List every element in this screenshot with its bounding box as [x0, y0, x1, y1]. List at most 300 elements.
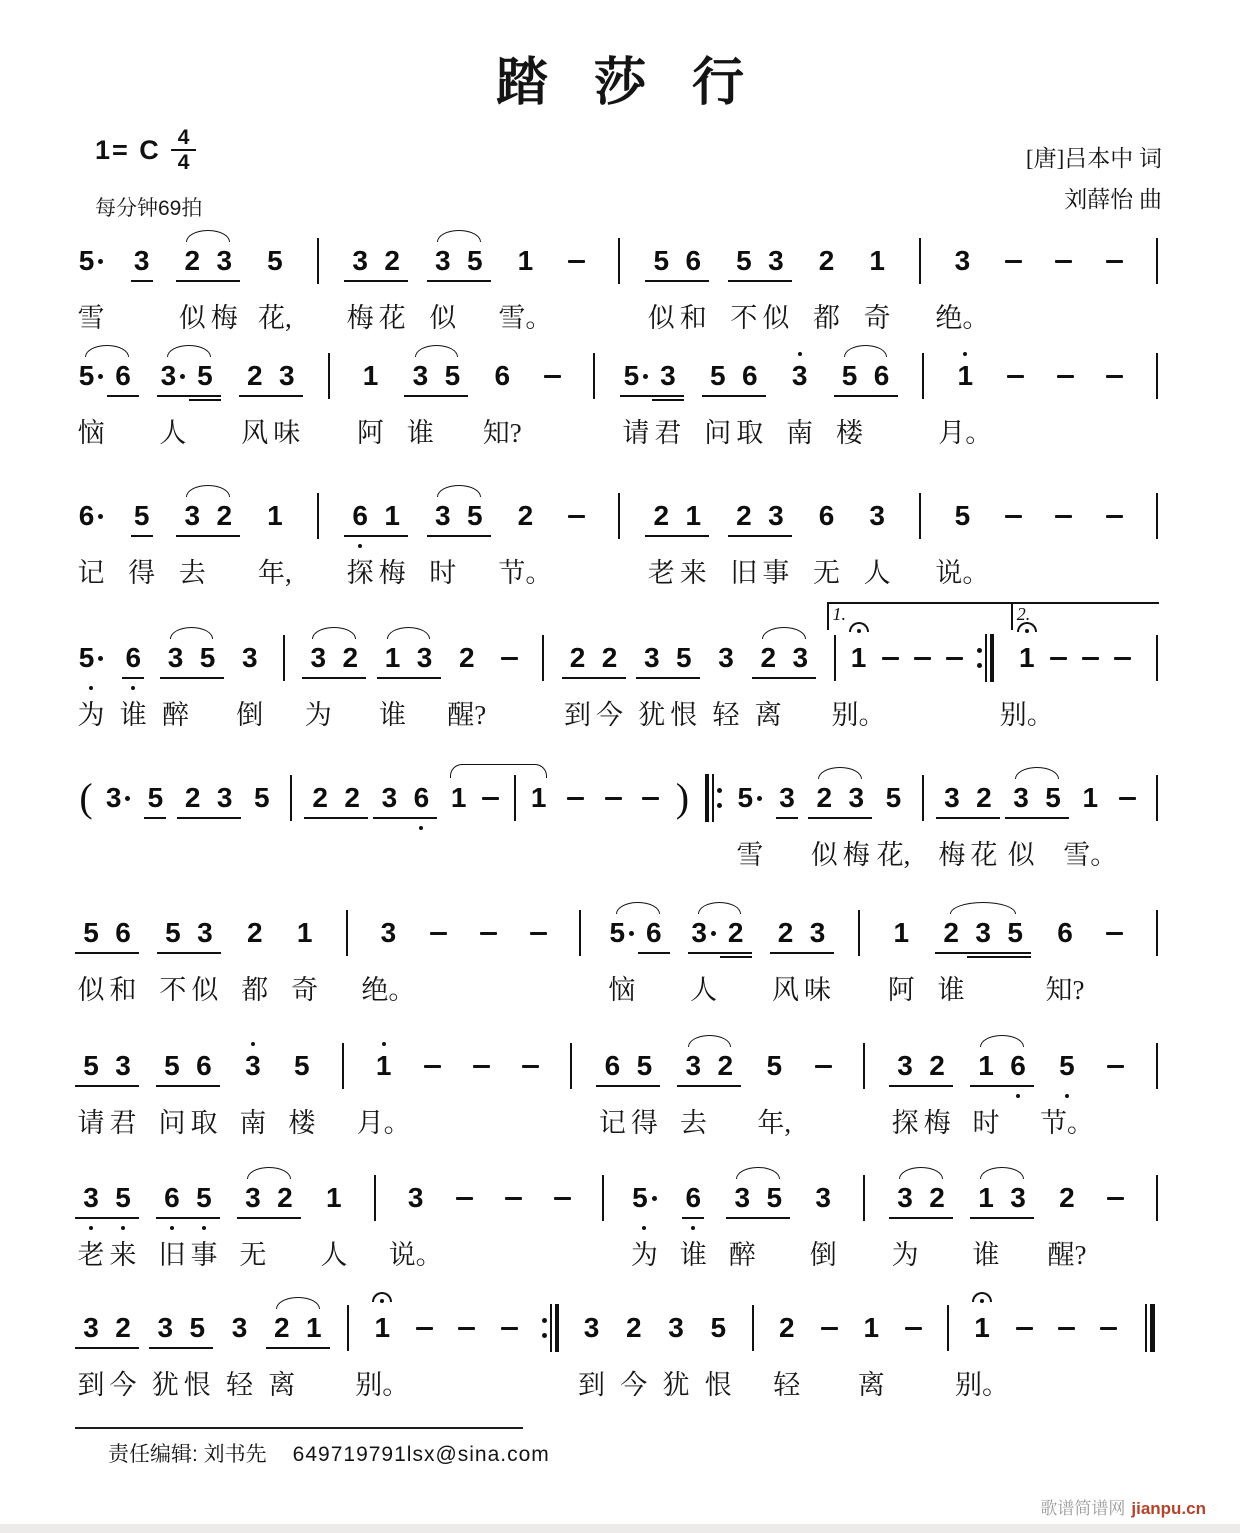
note-group [970, 1166, 1034, 1271]
note-digit: 3 [310, 642, 327, 673]
dash-duration-line [1093, 1296, 1125, 1401]
note [269, 1166, 301, 1271]
lyric: 知? [1045, 974, 1085, 1005]
note-digit: 5 [1045, 782, 1061, 813]
dash-duration-line [997, 229, 1029, 334]
note-digit: 3 [184, 500, 201, 531]
note [361, 901, 416, 1006]
duration-underline [409, 677, 441, 679]
note [606, 901, 638, 1006]
note-digit: 3 [160, 360, 177, 391]
note-digit: 2 [976, 782, 992, 813]
note-group [451, 1296, 483, 1401]
fermata-dot [380, 1299, 384, 1303]
dash-duration-line [536, 344, 568, 449]
duration-underline [302, 677, 334, 679]
octave-dot-low [642, 1226, 646, 1230]
octave-dot-high [382, 1042, 386, 1046]
note-digit: 1 [974, 1312, 990, 1343]
note [344, 229, 376, 334]
octave-dot-high [798, 352, 802, 356]
note [181, 1296, 213, 1401]
note-group [102, 766, 134, 871]
note [921, 1034, 953, 1139]
lyric: 南 [239, 1107, 267, 1138]
duration-underline [176, 535, 208, 537]
note [447, 626, 487, 731]
barline [745, 1296, 761, 1401]
note-group [126, 229, 158, 334]
note-group [1111, 766, 1143, 871]
dash-duration-line [560, 229, 592, 334]
note [594, 626, 626, 731]
note-group [811, 229, 843, 334]
lyric: 似 [191, 974, 219, 1005]
barline [912, 484, 928, 589]
lyric: 雪。 [1063, 839, 1118, 870]
barline [335, 1034, 351, 1139]
note [224, 1296, 256, 1401]
note-group [702, 1296, 734, 1401]
lyric: 和 [109, 974, 137, 1005]
note-group [636, 626, 700, 731]
duration-underline [968, 817, 1000, 819]
note-group [889, 1166, 953, 1271]
duration-underline [160, 677, 192, 679]
note [427, 229, 459, 334]
note-group [373, 766, 437, 871]
note-digit: 1 [296, 917, 313, 948]
note-group [1039, 1034, 1094, 1139]
note [266, 1296, 298, 1401]
octave-dot-low [89, 1226, 93, 1230]
barline [321, 344, 337, 449]
note [344, 484, 376, 589]
note-group [160, 626, 224, 731]
duration-underline [107, 395, 139, 397]
note-group [936, 766, 1000, 871]
note-group [1049, 344, 1081, 449]
duration-underline [967, 952, 999, 954]
duration-underline [75, 1347, 107, 1349]
note-group [563, 1034, 579, 1139]
lyric: 去 [679, 1107, 707, 1138]
note-digit: 2 [625, 1312, 642, 1343]
note-digit: 1 [384, 500, 400, 531]
note [404, 344, 436, 449]
note-group [75, 1296, 139, 1401]
lyric: 楼 [288, 1107, 316, 1138]
lyric: 梅 [378, 557, 406, 588]
watermark-site-url: jianpu.cn [1131, 1499, 1206, 1518]
note [75, 1034, 107, 1139]
duration-underline [1002, 1085, 1034, 1087]
note [677, 1166, 709, 1271]
note-digit: 5 [1007, 917, 1023, 948]
note [720, 901, 752, 1006]
lyric: 旧 [158, 1239, 186, 1270]
note-group [1149, 344, 1165, 449]
octave-dot-low [419, 826, 423, 830]
note [726, 1166, 758, 1271]
note-group [1149, 1166, 1165, 1271]
note-group [126, 484, 158, 589]
note [758, 1166, 790, 1271]
lyric: 倒 [236, 699, 264, 730]
note-group [266, 1296, 330, 1401]
note-group [157, 901, 221, 1006]
note-group [246, 766, 278, 871]
key-label: 1= C [95, 134, 161, 165]
lyric: 事 [190, 1239, 218, 1270]
duration-underline [682, 1217, 704, 1219]
note-group [377, 626, 441, 731]
note-group [807, 1166, 839, 1271]
note-digit: 2 [312, 782, 328, 813]
dash-duration-line [515, 1034, 547, 1139]
note-digit: 5 [709, 360, 726, 391]
lyric: 雪 [77, 302, 105, 333]
note [562, 626, 594, 731]
note-digit: 2 [384, 245, 400, 276]
dash-duration-line [475, 766, 507, 871]
note-digit: 2 [517, 500, 534, 531]
dash-duration-line [409, 1296, 441, 1401]
note-digit: 3 [897, 1050, 913, 1081]
note-group [75, 901, 139, 1006]
lyric: 谁 [406, 417, 434, 448]
tempo-marking: 每分钟69拍 [95, 197, 203, 220]
note [156, 1034, 188, 1139]
lyric: 恼 [77, 417, 105, 448]
lyric: 楼 [836, 417, 863, 448]
duration-underline [377, 677, 409, 679]
repeat-start-barline [699, 766, 729, 871]
note-digit: 5 [632, 1182, 648, 1213]
note [660, 1296, 692, 1401]
note-digit: 5 [710, 1312, 727, 1343]
note-group [1048, 229, 1080, 334]
note [1005, 766, 1037, 871]
note-digit: 3 [83, 1182, 99, 1213]
note-group [856, 1034, 872, 1139]
note-digit: 6 [685, 245, 702, 276]
note [107, 901, 139, 1006]
note-group [75, 766, 97, 871]
lyric: 谁 [937, 974, 965, 1005]
note-group [239, 901, 271, 1006]
note-group [237, 1034, 269, 1139]
duration-underline [107, 952, 139, 954]
note [889, 1034, 921, 1139]
lyric: 醉 [162, 699, 189, 730]
score-line [75, 604, 1165, 731]
lyric: 知? [482, 417, 522, 448]
note-digit: 3 [685, 1050, 702, 1081]
note-digit: 6 [78, 500, 95, 531]
note-group [560, 229, 592, 334]
lyric: 节。 [498, 557, 553, 588]
note [811, 484, 843, 589]
note [752, 626, 784, 731]
note [75, 901, 107, 1006]
composer-credit: 刘薛怡 曲 [1064, 187, 1162, 212]
note-digit: 3 [412, 360, 429, 391]
note [126, 229, 158, 334]
lyric: 探 [891, 1107, 919, 1138]
duration-underline [967, 956, 999, 958]
lyricist-credit: [唐]吕本中 词 [1025, 146, 1162, 171]
dash-duration-line [634, 766, 666, 871]
note [302, 626, 334, 731]
duration-underline [157, 952, 189, 954]
lyric: 取 [736, 417, 764, 448]
note-group [784, 344, 816, 449]
note-digit: 5 [115, 1182, 131, 1213]
dash-duration-line [1048, 229, 1080, 334]
note-digit: 2 [216, 500, 233, 531]
duration-underline [373, 817, 405, 819]
note-digit: 5 [737, 782, 754, 813]
note-group [572, 901, 588, 1006]
duration-underline [1005, 817, 1037, 819]
duration-underline [177, 817, 209, 819]
augmentation-dot [98, 514, 103, 519]
barline [535, 626, 551, 731]
note [709, 1034, 741, 1139]
lyric: 老 [77, 1239, 105, 1270]
note-group [915, 766, 931, 871]
duration-underline [75, 1217, 107, 1219]
dash-duration-line [560, 766, 592, 871]
note-digit: 5 [1059, 1050, 1075, 1081]
footer [108, 1438, 550, 1468]
barline [310, 229, 326, 334]
barline [340, 1296, 356, 1401]
note [208, 229, 240, 334]
note-digit: 1 [305, 1312, 322, 1343]
note-group [302, 626, 366, 731]
duration-underline [156, 1217, 188, 1219]
note-group [597, 766, 629, 871]
lyric: 梅 [938, 839, 966, 870]
duration-underline [889, 1085, 921, 1087]
note-digit: 3 [897, 1182, 913, 1213]
note-group [955, 1296, 1009, 1401]
note-group [75, 1166, 139, 1271]
note-group [75, 484, 107, 589]
lyric: 醉 [728, 1239, 756, 1270]
dash-duration-line [1043, 626, 1075, 731]
score-line [75, 766, 1165, 871]
lyric: 到 [564, 699, 591, 730]
note [75, 626, 107, 731]
duration-underline [668, 677, 700, 679]
note-digit: 6 [413, 782, 430, 813]
duration-underline [344, 280, 376, 282]
lyric: 得 [630, 1107, 658, 1138]
note-digit: 5 [267, 245, 283, 276]
duration-underline [594, 677, 626, 679]
dash-duration-line [597, 766, 629, 871]
note-digit: 1 [374, 1312, 391, 1343]
duration-underline [808, 817, 840, 819]
note [770, 901, 802, 1006]
augmentation-dot [98, 374, 103, 379]
lyric: 犹 [638, 699, 666, 730]
fermata-dot [980, 1299, 984, 1303]
note [318, 1166, 350, 1271]
volta-label: 1. [832, 604, 846, 624]
note [1002, 1034, 1034, 1139]
note-group [1099, 344, 1131, 449]
lyric: 别。 [999, 699, 1054, 730]
lyric: 味 [273, 417, 301, 448]
dash-duration-line [898, 1296, 930, 1401]
duration-underline [239, 395, 271, 397]
note [298, 1296, 330, 1401]
note [808, 766, 840, 871]
time-signature-denominator: 4 [177, 151, 190, 174]
note-group [1045, 901, 1085, 1006]
note-digit: 1 [893, 917, 910, 948]
repeat-end-barline [535, 1296, 565, 1401]
note-group [660, 1296, 692, 1401]
note [160, 626, 192, 731]
note [189, 344, 221, 449]
lyric: 似 [77, 974, 105, 1005]
dash-duration-line [522, 901, 554, 1006]
lyric: 别。 [955, 1369, 1009, 1400]
note-digit: 2 [246, 360, 263, 391]
note-digit: 1 [267, 500, 283, 531]
barline [940, 1296, 956, 1401]
octave-dot-low [1016, 1094, 1020, 1098]
duration-underline [131, 280, 153, 282]
volta-bracket [999, 604, 1139, 731]
note-digit: 6 [115, 360, 131, 391]
note-group [699, 766, 729, 871]
lyric: 恨 [670, 699, 698, 730]
note-digit: 5 [147, 782, 164, 813]
duration-underline [404, 395, 436, 397]
duration-underline [157, 395, 189, 397]
lyric: 梅 [210, 302, 238, 333]
note-group [671, 766, 693, 871]
note-group [422, 901, 454, 1006]
duration-underline [999, 952, 1031, 954]
note-digit: 5 [83, 1050, 99, 1081]
note-group [940, 1296, 956, 1401]
dash-duration-line [493, 1296, 525, 1401]
duration-underline [107, 1347, 139, 1349]
note-digit: 3 [241, 642, 258, 673]
duration-underline [652, 399, 684, 401]
dash-duration-line [547, 1166, 579, 1271]
duration-underline [376, 535, 408, 537]
note-group [447, 626, 487, 731]
note [636, 626, 668, 731]
note-group [259, 484, 291, 589]
lyric: 雪。 [498, 302, 553, 333]
dash-duration-line [1098, 484, 1130, 589]
lyric: 说。 [935, 557, 990, 588]
note-group [443, 766, 555, 871]
lyric: 花 [970, 839, 998, 870]
lyric: 绝。 [361, 974, 416, 1005]
barline [1149, 766, 1165, 871]
note-group [75, 1034, 139, 1139]
note-group [237, 1166, 301, 1271]
duration-underline [427, 280, 459, 282]
duration-underline [758, 1217, 790, 1219]
note [286, 1034, 318, 1139]
duration-underline [237, 1217, 269, 1219]
note-group [999, 344, 1031, 449]
duration-underline [269, 1217, 301, 1219]
note-digit: 3 [975, 917, 991, 948]
duration-underline [107, 1085, 139, 1087]
fermata-dot [857, 629, 861, 633]
note-digit: 6 [818, 500, 835, 531]
note-group [935, 901, 1031, 1006]
note-group [355, 344, 387, 449]
note-group [915, 344, 931, 449]
note-group [276, 626, 292, 731]
note [936, 766, 968, 871]
note [999, 626, 1054, 731]
note-digit: 3 [848, 782, 865, 813]
note-group [734, 766, 766, 871]
note-group [472, 901, 504, 1006]
note-digit: 3 [792, 642, 809, 673]
note [728, 229, 760, 334]
note [334, 626, 366, 731]
note [970, 1166, 1002, 1271]
duration-underline [336, 817, 368, 819]
lyric: 倒 [809, 1239, 837, 1270]
note-group [1135, 1296, 1165, 1401]
barline [915, 766, 931, 871]
note-group [536, 344, 568, 449]
barline [1149, 901, 1165, 1006]
note-digit: 1 [978, 1050, 994, 1081]
note-group [620, 344, 684, 449]
duration-underline [840, 817, 872, 819]
note-group [1005, 766, 1069, 871]
duration-underline [149, 1347, 181, 1349]
barline [283, 766, 299, 871]
barline [1149, 484, 1165, 589]
lyric: 君 [109, 1107, 137, 1138]
note-group [1098, 229, 1130, 334]
note-group [149, 1296, 213, 1401]
note [259, 484, 291, 589]
note [259, 229, 291, 334]
note-group [361, 901, 416, 1006]
note [234, 626, 266, 731]
note [189, 901, 221, 1006]
note [802, 901, 834, 1006]
lyric: 离 [857, 1369, 885, 1400]
note-digit: 5 [78, 360, 95, 391]
lyric: 今 [620, 1369, 648, 1400]
dash-duration-line [1048, 484, 1080, 589]
note-group [1149, 766, 1165, 871]
barline [586, 344, 602, 449]
note-digit: 3 [380, 917, 397, 948]
note-group [339, 901, 355, 1006]
